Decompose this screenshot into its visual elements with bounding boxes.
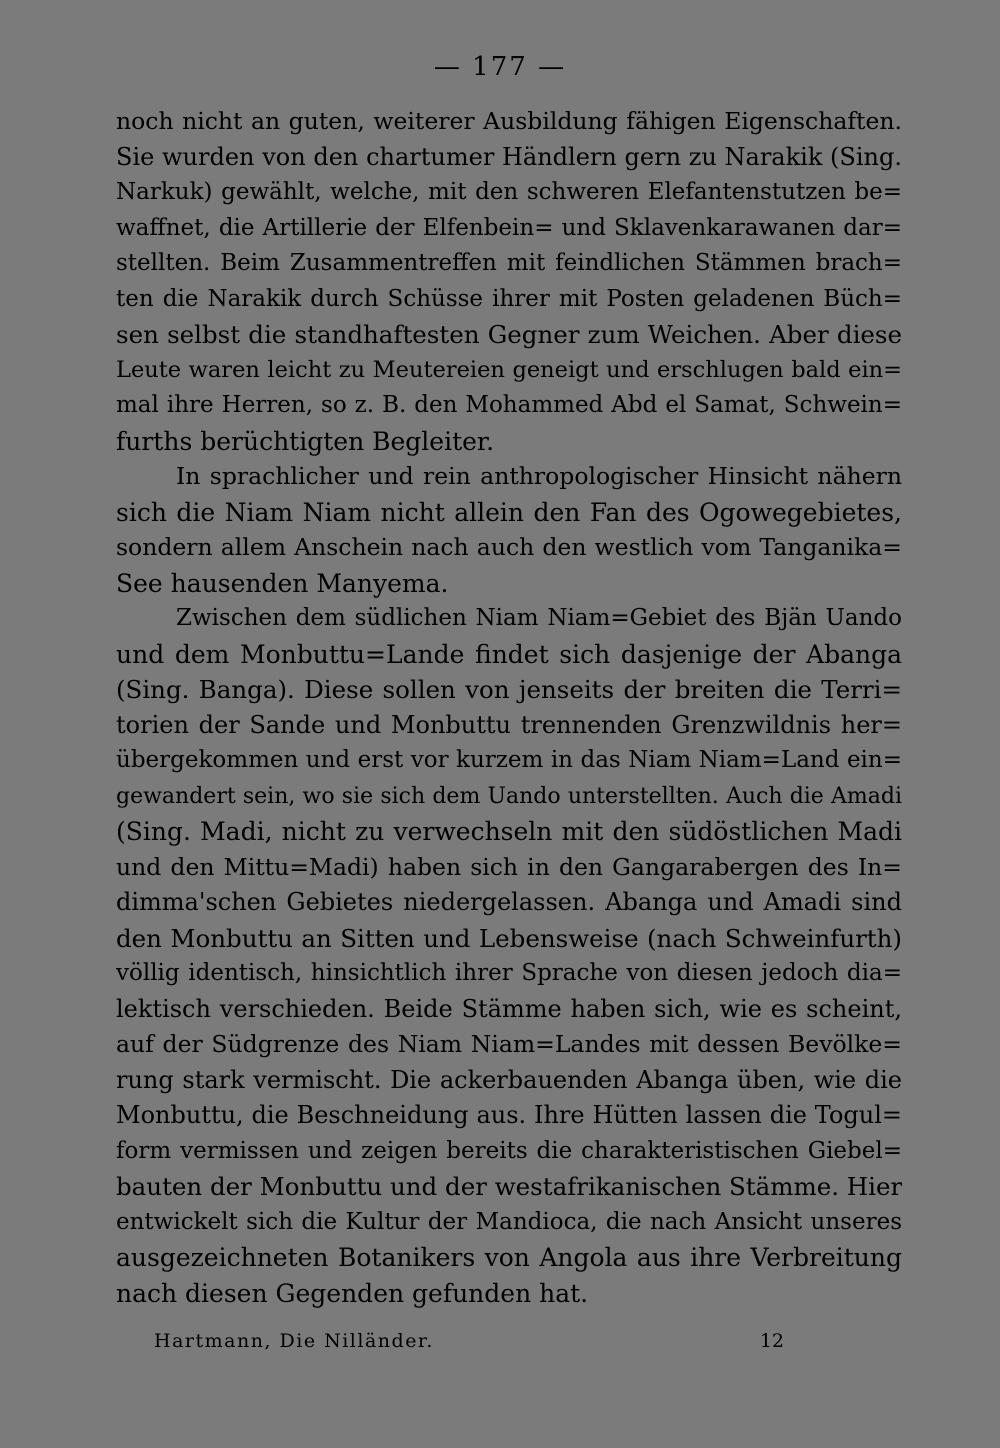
text-line: furths berüchtigten Begleiter.: [116, 426, 495, 456]
text-line: (Sing. Madi, nicht zu verwechseln mit den südöstlichen Madi: [116, 817, 902, 846]
text-line: waffnet, die Artillerie der Elfenbein= und Sklavenkarawanen dar=: [116, 214, 902, 241]
text-line: See hausenden Manyema.: [116, 568, 449, 598]
text-line: stellten. Beim Zusammentreffen mit feindlichen Stämmen brach=: [116, 250, 902, 276]
text-line: sondern allem Anschein nach auch den westlich vom Tanganika=: [116, 533, 902, 561]
text-line: noch nicht an guten, weiterer Ausbildung fähigen Eigenschaften.: [116, 107, 902, 135]
text-line: (Sing. Banga). Diese sollen von jenseits der breiten die Terri=: [116, 675, 902, 704]
text-line: gewandert sein, wo sie sich dem Uando unterstellten. Auch die Amadi: [116, 783, 902, 809]
signature-mark: Hartmann, Die Nilländer.: [154, 1330, 434, 1352]
text-line: rung stark vermischt. Die ackerbauenden Abanga üben, wie die: [116, 1065, 902, 1094]
sheet-number: 12: [759, 1330, 784, 1352]
body-text: [116, 104, 902, 1311]
text-line: ausgezeichneten Botanikers von Angola aus ihre Verbreitung: [116, 1243, 902, 1272]
text-line: und dem Monbuttu=Lande findet sich dasjenige der Abanga: [116, 639, 902, 669]
page-number: — 177 —: [433, 52, 567, 82]
text-line: bauten der Monbuttu und der westafrikanischen Stämme. Hier: [116, 1172, 902, 1201]
text-line: übergekommen und erst vor kurzem in das Niam Niam=Land ein=: [116, 747, 902, 773]
text-line: sen selbst die standhaftesten Gegner zum Weichen. Aber diese: [116, 320, 902, 349]
text-line: form vermissen und zeigen bereits die charakteristischen Giebel=: [116, 1137, 902, 1164]
text-line: auf der Südgrenze des Niam Niam=Landes mit dessen Bevölke=: [116, 1030, 902, 1058]
text-line: entwickelt sich die Kultur der Mandioca, die nach Ansicht unseres: [116, 1208, 902, 1235]
text-line: ten die Narakik durch Schüsse ihrer mit Posten geladenen Büch=: [116, 285, 902, 312]
text-line: nach diesen Gegenden gefunden hat.: [116, 1278, 589, 1308]
text-line: Narkuk) gewählt, welche, mit den schweren Elefantenstutzen be=: [116, 179, 902, 205]
text-line: den Monbuttu an Sitten und Lebensweise (nach Schweinfurth): [116, 923, 902, 953]
text-line: lektisch verschieden. Beide Stämme haben sich, wie es scheint,: [116, 994, 902, 1023]
paragraph-first-line: In sprachlicher und rein anthropologischer Hinsicht nähern: [176, 462, 902, 490]
text-line: dimma'schen Gebietes niedergelassen. Abanga und Amadi sind: [116, 888, 902, 916]
text-line: völlig identisch, hinsichtlich ihrer Sprache von diesen jedoch dia=: [116, 960, 902, 986]
text-line: mal ihre Herren, so z. B. den Mohammed Abd el Samat, Schwein=: [116, 392, 902, 418]
text-line: Monbuttu, die Beschneidung aus. Ihre Hütten lassen die Togul=: [116, 1101, 902, 1129]
text-line: sich die Niam Niam nicht allein den Fan des Ogowegebietes,: [116, 497, 902, 527]
text-line: torien der Sande und Monbuttu trennenden Grenzwildnis her=: [116, 710, 902, 739]
text-line: und den Mittu=Madi) haben sich in den Gangarabergen des In=: [116, 852, 902, 881]
paragraph-first-line: Zwischen dem südlichen Niam Niam=Gebiet des Bjän Uando: [176, 605, 902, 631]
text-line: Leute waren leicht zu Meutereien geneigt und erschlugen bald ein=: [116, 356, 902, 383]
text-line: Sie wurden von den chartumer Händlern gern zu Narakik (Sing.: [116, 142, 902, 171]
page-footer: [154, 1330, 784, 1360]
